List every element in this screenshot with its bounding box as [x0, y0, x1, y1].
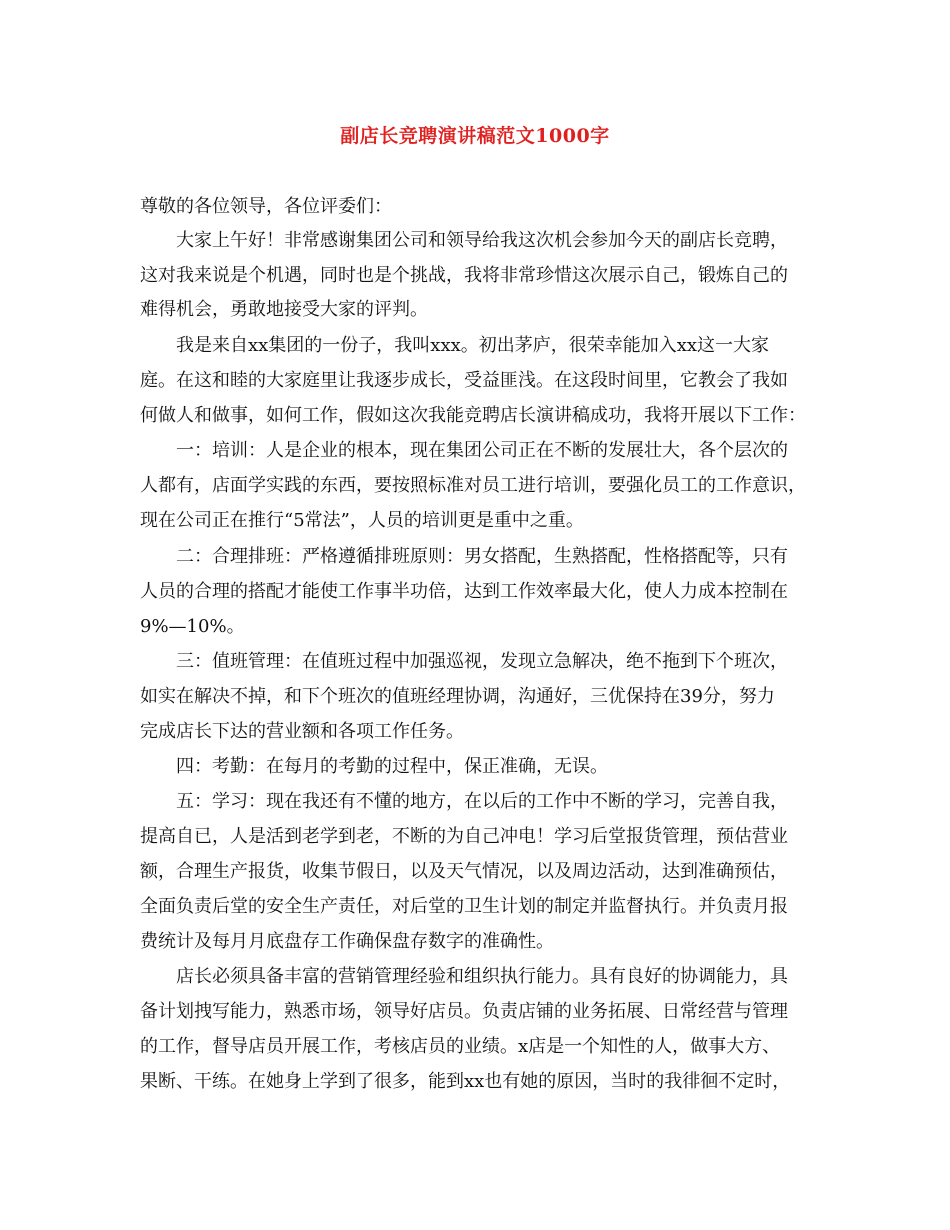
body-line: 备计划拽写能力，熟悉市场，领导好店员。负责店铺的业务拓展、日常经营与管理	[140, 1001, 788, 1022]
body-line: 我是来自xx集团的一份子，我叫xxx。初出茅庐，很荣幸能加入xx这一大家	[176, 335, 770, 356]
body-line: 提高自已，人是活到老学到老，不断的为自己冲电！学习后堂报货管理，预估营业	[140, 826, 788, 847]
body-line: 二：合理排班：严格遵循排班原则：男女搭配，生熟搭配，性格搭配等，只有	[176, 546, 788, 567]
body-line: 9%—10%。	[140, 616, 245, 637]
body-line: 全面负责后堂的安全生产责任，对后堂的卫生计划的制定并监督执行。并负责月报	[140, 896, 788, 917]
body-line: 这对我来说是个机遇，同时也是个挑战，我将非常珍惜这次展示自己，锻炼自己的	[140, 265, 788, 286]
body-line: 现在公司正在推行“5常法”，人员的培训更是重中之重。	[140, 510, 584, 531]
body-line: 费统计及每月月底盘存工作确保盘存数字的准确性。	[140, 931, 554, 952]
body-line: 的工作，督导店员开展工作，考核店员的业绩。x店是一个知性的人，做事大方、	[140, 1036, 781, 1057]
body-line: 大家上午好！非常感谢集团公司和领导给我这次机会参加今天的副店长竞聘，	[176, 230, 788, 251]
body-line: 一：培训：人是企业的根本，现在集团公司正在不断的发展壮大，各个层次的	[176, 440, 788, 461]
body-line: 人员的合理的搭配才能使工作事半功倍，达到工作效率最大化，使人力成本控制在	[140, 581, 788, 602]
body-line: 如实在解决不掉，和下个班次的值班经理协调，沟通好，三优保持在39分，努力	[140, 686, 775, 707]
body-line: 人都有，店面学实践的东西，要按照标准对员工进行培训，要强化员工的工作意识，	[140, 475, 806, 496]
body-line: 果断、干练。在她身上学到了很多，能到xx也有她的原因，当时的我徘徊不定时，	[140, 1071, 791, 1092]
body-line: 店长必须具备丰富的营销管理经验和组织执行能力。具有良好的协调能力，具	[176, 966, 788, 987]
document-title: 副店长竞聘演讲稿范文1000字	[340, 125, 610, 147]
body-line: 五：学习：现在我还有不懂的地方，在以后的工作中不断的学习，完善自我，	[176, 791, 788, 812]
body-line: 何做人和做事，如何工作，假如这次我能竞聘店长演讲稿成功，我将开展以下工作：	[140, 405, 806, 426]
salutation-line: 尊敬的各位领导，各位评委们：	[140, 196, 392, 217]
body-line: 难得机会，勇敢地接受大家的评判。	[140, 299, 428, 320]
body-line: 完成店长下达的营业额和各项工作任务。	[140, 721, 464, 742]
body-line: 四：考勤：在每月的考勤的过程中，保正准确，无误。	[176, 756, 608, 777]
body-line: 庭。在这和睦的大家庭里让我逐步成长，受益匪浅。在这段时间里，它教会了我如	[140, 370, 788, 391]
body-line: 三：值班管理：在值班过程中加强巡视，发现立急解决，绝不拖到下个班次，	[176, 651, 788, 672]
body-line: 额，合理生产报货，收集节假日，以及天气情况，以及周边活动，达到准确预估，	[140, 861, 788, 882]
